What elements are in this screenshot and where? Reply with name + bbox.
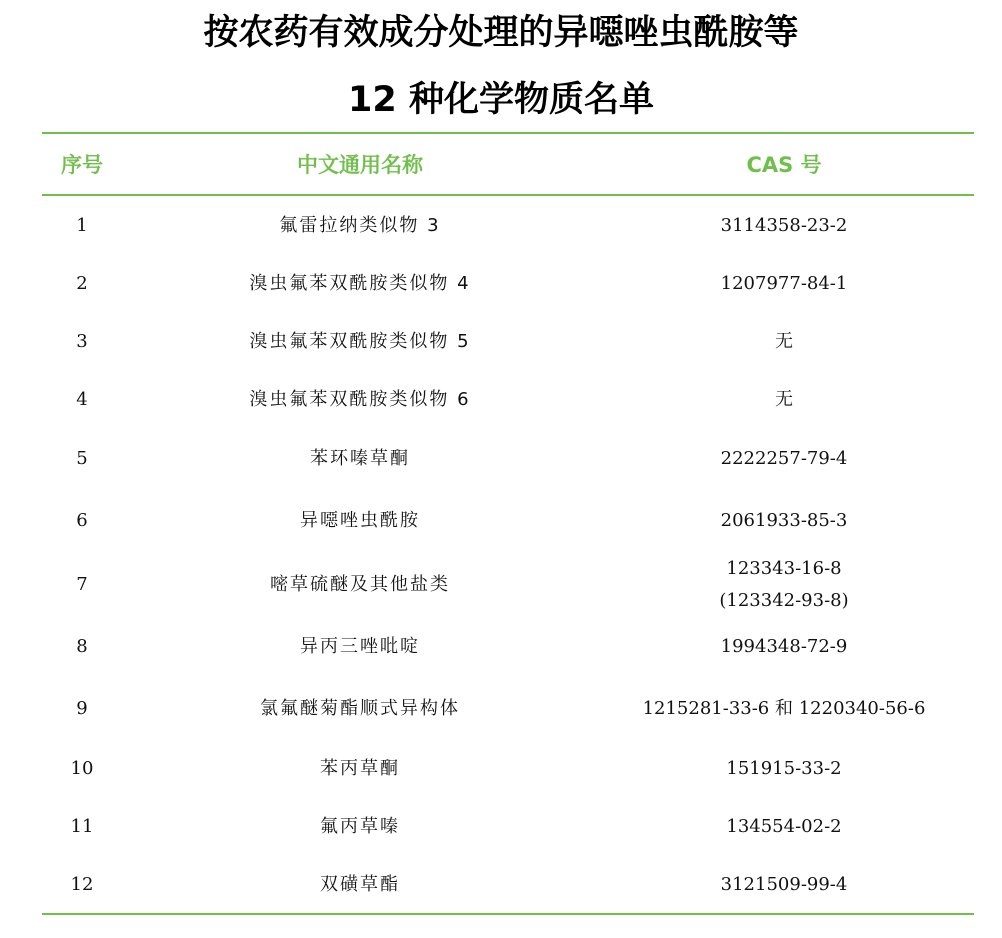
row-name: 嘧草硫醚及其他盐类 xyxy=(270,574,450,595)
table-row xyxy=(0,371,1002,429)
row-name: 异丙三唑吡啶 xyxy=(300,636,420,657)
row-index: 5 xyxy=(76,448,88,469)
row-index: 10 xyxy=(70,758,94,779)
table-header-rule xyxy=(42,194,974,196)
row-name: 氯氟醚菊酯顺式异构体 xyxy=(260,698,460,719)
row-index: 7 xyxy=(76,574,88,595)
row-name: 氟雷拉纳类似物 3 xyxy=(279,215,441,236)
table-row xyxy=(0,197,1002,255)
table-row xyxy=(0,313,1002,371)
row-cas: 1215281-33-6 和 1220340-56-6 xyxy=(642,698,926,719)
table-top-rule xyxy=(42,132,974,134)
row-index: 8 xyxy=(76,636,88,657)
row-cas: 134554-02-2 xyxy=(726,816,842,837)
row-cas-alt: (123342-93-8) xyxy=(719,590,849,611)
row-cas-cell xyxy=(584,553,984,617)
row-index: 6 xyxy=(76,510,88,531)
row-name: 异噁唑虫酰胺 xyxy=(300,510,420,531)
row-cas: 2222257-79-4 xyxy=(720,448,848,469)
row-name: 氟丙草嗪 xyxy=(320,816,400,837)
table-bottom-rule xyxy=(42,913,974,915)
row-cas: 3121509-99-4 xyxy=(720,874,848,895)
table-row xyxy=(0,617,1002,677)
table-row xyxy=(0,677,1002,741)
row-cas: 1994348-72-9 xyxy=(720,636,848,657)
row-name: 溴虫氟苯双酰胺类似物 4 xyxy=(249,273,471,294)
table-row xyxy=(0,797,1002,857)
row-cas: 151915-33-2 xyxy=(726,758,842,779)
table-row xyxy=(0,489,1002,553)
row-index: 11 xyxy=(70,816,94,837)
row-cas: 2061933-85-3 xyxy=(720,510,848,531)
page-title-line-1: 按农药有效成分处理的异噁唑虫酰胺等 xyxy=(203,13,799,53)
row-name: 苯环嗪草酮 xyxy=(310,448,410,469)
table-row xyxy=(0,255,1002,313)
table-row xyxy=(0,553,1002,617)
row-name: 溴虫氟苯双酰胺类似物 6 xyxy=(249,389,471,410)
row-cas: 3114358-23-2 xyxy=(720,215,848,236)
row-name: 双磺草酯 xyxy=(320,874,400,895)
row-index: 3 xyxy=(76,331,88,352)
header-name: 中文通用名称 xyxy=(297,153,423,177)
row-name: 溴虫氟苯双酰胺类似物 5 xyxy=(249,331,471,352)
row-index: 9 xyxy=(76,698,88,719)
row-index: 2 xyxy=(76,273,88,294)
row-index: 4 xyxy=(76,389,88,410)
page-title-line-2: 12 种化学物质名单 xyxy=(348,80,654,120)
header-index: 序号 xyxy=(61,153,103,177)
row-cas: 无 xyxy=(775,389,793,410)
row-cas: 1207977-84-1 xyxy=(720,273,848,294)
header-cas: CAS 号 xyxy=(746,153,822,177)
row-index: 1 xyxy=(76,215,88,236)
table-row xyxy=(0,857,1002,913)
row-index: 12 xyxy=(70,874,94,895)
row-cas: 无 xyxy=(775,331,793,352)
row-name: 苯丙草酮 xyxy=(320,758,400,779)
table-row xyxy=(0,741,1002,797)
table-row xyxy=(0,429,1002,489)
row-cas: 123343-16-8 xyxy=(726,558,842,579)
